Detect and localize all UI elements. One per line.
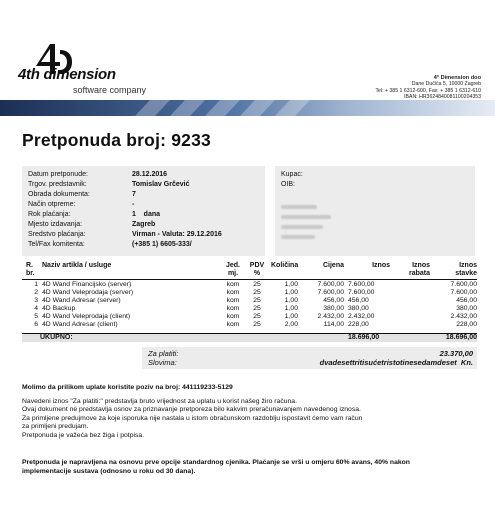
- company-name: 4° Dimension doo: [433, 75, 481, 81]
- note-line: Ovaj dokument ne predstavlja osnov za priznavanje pretporeza bilo kakvim preračunavanjem navedenog iznosa.: [22, 406, 361, 413]
- row-amount: 7.600,00: [348, 289, 375, 296]
- detail-row: [28, 171, 167, 178]
- buyer-oib-label: OIB:: [281, 181, 296, 188]
- col-header-line: Iznos stavke: [455, 262, 477, 277]
- company-phone: Tel: + 385 1 6312-600, Fax: + 385 1 6312-610: [375, 87, 481, 94]
- row-amount: 2.432,00: [348, 313, 375, 320]
- row-qty: 1,00: [284, 313, 298, 320]
- detail-value: (+385 1) 6605-333/: [132, 241, 192, 248]
- table-row: [22, 289, 477, 297]
- company-address: Dane Dučića 5, 10000 Zagreb: [411, 81, 481, 88]
- detail-label: Tel/Fax komitenta:: [28, 241, 85, 248]
- pay-label: Za platiti:: [148, 349, 179, 358]
- detail-value: 7: [132, 191, 136, 198]
- detail-row: [28, 231, 222, 238]
- detail-label: Način otpreme:: [28, 201, 76, 208]
- payment-reference: Molimo da prilikom uplate koristite poziv na broj: 441119233-5129: [22, 384, 233, 391]
- row-price: 7.600,00: [317, 289, 344, 296]
- redacted-buyer-text: [281, 215, 331, 219]
- row-line-total: 456,00: [456, 297, 477, 304]
- note-line: Za primljene predujmove za koje isporuka nije nastala u istom obračunskom razdoblju ispostavit ćemo vam račun: [22, 415, 363, 422]
- company-iban: IBAN: HR3624840081100204353: [404, 94, 481, 101]
- note-line: za primljeni predujam.: [22, 423, 89, 430]
- logo-name: 4th dimension: [18, 66, 116, 83]
- row-unit: kom: [226, 289, 240, 296]
- redacted-buyer-text: [281, 235, 315, 239]
- row-qty: 1,00: [284, 305, 298, 312]
- footer-note: Pretponuda je napravljena na osnovu prve opcije standardnog cjenika. Plaćanje se vrši u omjeru 60% avans, 40% nakon: [22, 459, 410, 466]
- detail-row: [28, 241, 192, 248]
- row-vat: 25: [253, 281, 261, 288]
- row-vat: 25: [253, 313, 261, 320]
- row-qty: 1,00: [284, 281, 298, 288]
- row-vat: 25: [253, 321, 261, 328]
- page-title: Pretponuda broj: 9233: [22, 130, 211, 150]
- row-line-total: 2.432,00: [450, 313, 477, 320]
- row-price: 7.600,00: [317, 281, 344, 288]
- header-divider: [22, 279, 477, 280]
- row-name: 4D Wand Adresar (client): [42, 321, 118, 328]
- detail-row: [28, 201, 134, 208]
- header-band: [0, 100, 495, 116]
- total-line-amount: 18.696,00: [445, 334, 477, 341]
- row-name: 4D Wand Veleprodaja (client): [42, 313, 131, 320]
- payment-summary: [142, 347, 477, 369]
- detail-value: 28.12.2016: [132, 171, 168, 178]
- col-header-qty: Količina: [271, 262, 299, 269]
- col-header-rbr: R. br.: [26, 262, 35, 277]
- pay-amount: 23.370,00: [439, 349, 473, 358]
- row-price: 2.432,00: [317, 313, 344, 320]
- row-line-total: 228,00: [456, 321, 477, 328]
- row-price: 114,00: [323, 321, 344, 328]
- detail-value: 1 dana: [132, 211, 161, 218]
- pay-amount-words: dvadesettritisućetristotinesedamdeset Kn.: [319, 358, 473, 367]
- row-unit: kom: [226, 297, 240, 304]
- table-row: [22, 313, 477, 321]
- row-number: 4: [34, 305, 38, 312]
- table-row: [22, 305, 477, 313]
- row-name: 4D Wand Veleprodaja (server): [42, 289, 134, 296]
- table-row: [22, 281, 477, 289]
- total-label: UKUPNO:: [40, 334, 73, 341]
- detail-value: -: [132, 201, 135, 208]
- detail-row: [28, 221, 155, 228]
- row-line-total: 7.600,00: [450, 281, 477, 288]
- detail-value: Zagreb: [132, 221, 156, 228]
- row-number: 1: [34, 281, 38, 288]
- detail-label: Mjesto izdavanja:: [28, 221, 83, 228]
- col-header-name: Naziv artikla / usluge: [42, 262, 112, 269]
- col-header-amount: Iznos: [372, 262, 390, 269]
- redacted-buyer-text: [281, 225, 323, 229]
- total-amount: 18.696,00: [348, 334, 380, 341]
- note-line: Navedeni iznos "Za platiti:" predstavlja bruto vrijednost za uplatu u korist našeg žiro računa.: [22, 398, 297, 405]
- row-vat: 25: [253, 297, 261, 304]
- row-amount: 228,00: [348, 321, 369, 328]
- detail-label: Trgov. predstavnik:: [28, 181, 87, 188]
- row-price: 456,00: [323, 297, 344, 304]
- row-number: 5: [34, 313, 38, 320]
- row-unit: kom: [226, 305, 240, 312]
- col-header-vat: PDV %: [249, 262, 265, 277]
- logo-subtitle: software company: [73, 85, 147, 95]
- row-qty: 1,00: [284, 297, 298, 304]
- total-row: [22, 333, 477, 342]
- row-name: 4D Wand Financijsko (server): [42, 281, 132, 288]
- detail-label: Obrada dokumenta:: [28, 191, 90, 198]
- row-unit: kom: [226, 281, 240, 288]
- table-row: [22, 297, 477, 305]
- row-unit: kom: [226, 313, 240, 320]
- row-number: 2: [34, 289, 38, 296]
- pay-words-label: Slovima:: [148, 358, 177, 367]
- row-name: 4D Backup: [42, 305, 76, 312]
- row-amount: 7.600,00: [348, 281, 375, 288]
- row-price: 380,00: [323, 305, 344, 312]
- detail-value: Virman - Valuta: 29.12.2016: [132, 231, 222, 238]
- detail-value: Tomislav Grčević: [132, 181, 190, 188]
- table-row: [22, 321, 477, 329]
- buyer-details: [275, 166, 475, 256]
- note-line: Pretponuda je važeća bez žiga i potpisa.: [22, 432, 145, 439]
- row-line-total: 7.600,00: [450, 289, 477, 296]
- col-header-discount: Iznos rabata: [408, 262, 430, 277]
- detail-label: Datum pretponude:: [28, 171, 88, 178]
- detail-label: Rok plaćanja:: [28, 211, 71, 218]
- col-header-unit: Jed. mj.: [225, 262, 240, 277]
- row-amount: 456,00: [348, 297, 369, 304]
- buyer-label: Kupac:: [281, 171, 303, 178]
- detail-label: Sredstvo plaćanja:: [28, 231, 86, 238]
- row-vat: 25: [253, 289, 261, 296]
- row-qty: 1,00: [284, 289, 298, 296]
- row-vat: 25: [253, 305, 261, 312]
- detail-row: [28, 211, 160, 218]
- redacted-buyer-text: [281, 205, 317, 209]
- row-amount: 380,00: [348, 305, 369, 312]
- offer-details: [22, 166, 265, 256]
- footer-note: implementacije sustava (odnosno u roku od 30 dana).: [22, 468, 196, 475]
- detail-row: [28, 181, 189, 188]
- company-logo: [18, 40, 188, 100]
- row-line-total: 380,00: [456, 305, 477, 312]
- row-number: 3: [34, 297, 38, 304]
- detail-row: [28, 191, 136, 198]
- row-name: 4D Wand Adresar (server): [42, 297, 121, 304]
- row-qty: 2,00: [284, 321, 298, 328]
- col-header-price: Cijena: [322, 262, 344, 269]
- row-number: 6: [34, 321, 38, 328]
- row-unit: kom: [226, 321, 240, 328]
